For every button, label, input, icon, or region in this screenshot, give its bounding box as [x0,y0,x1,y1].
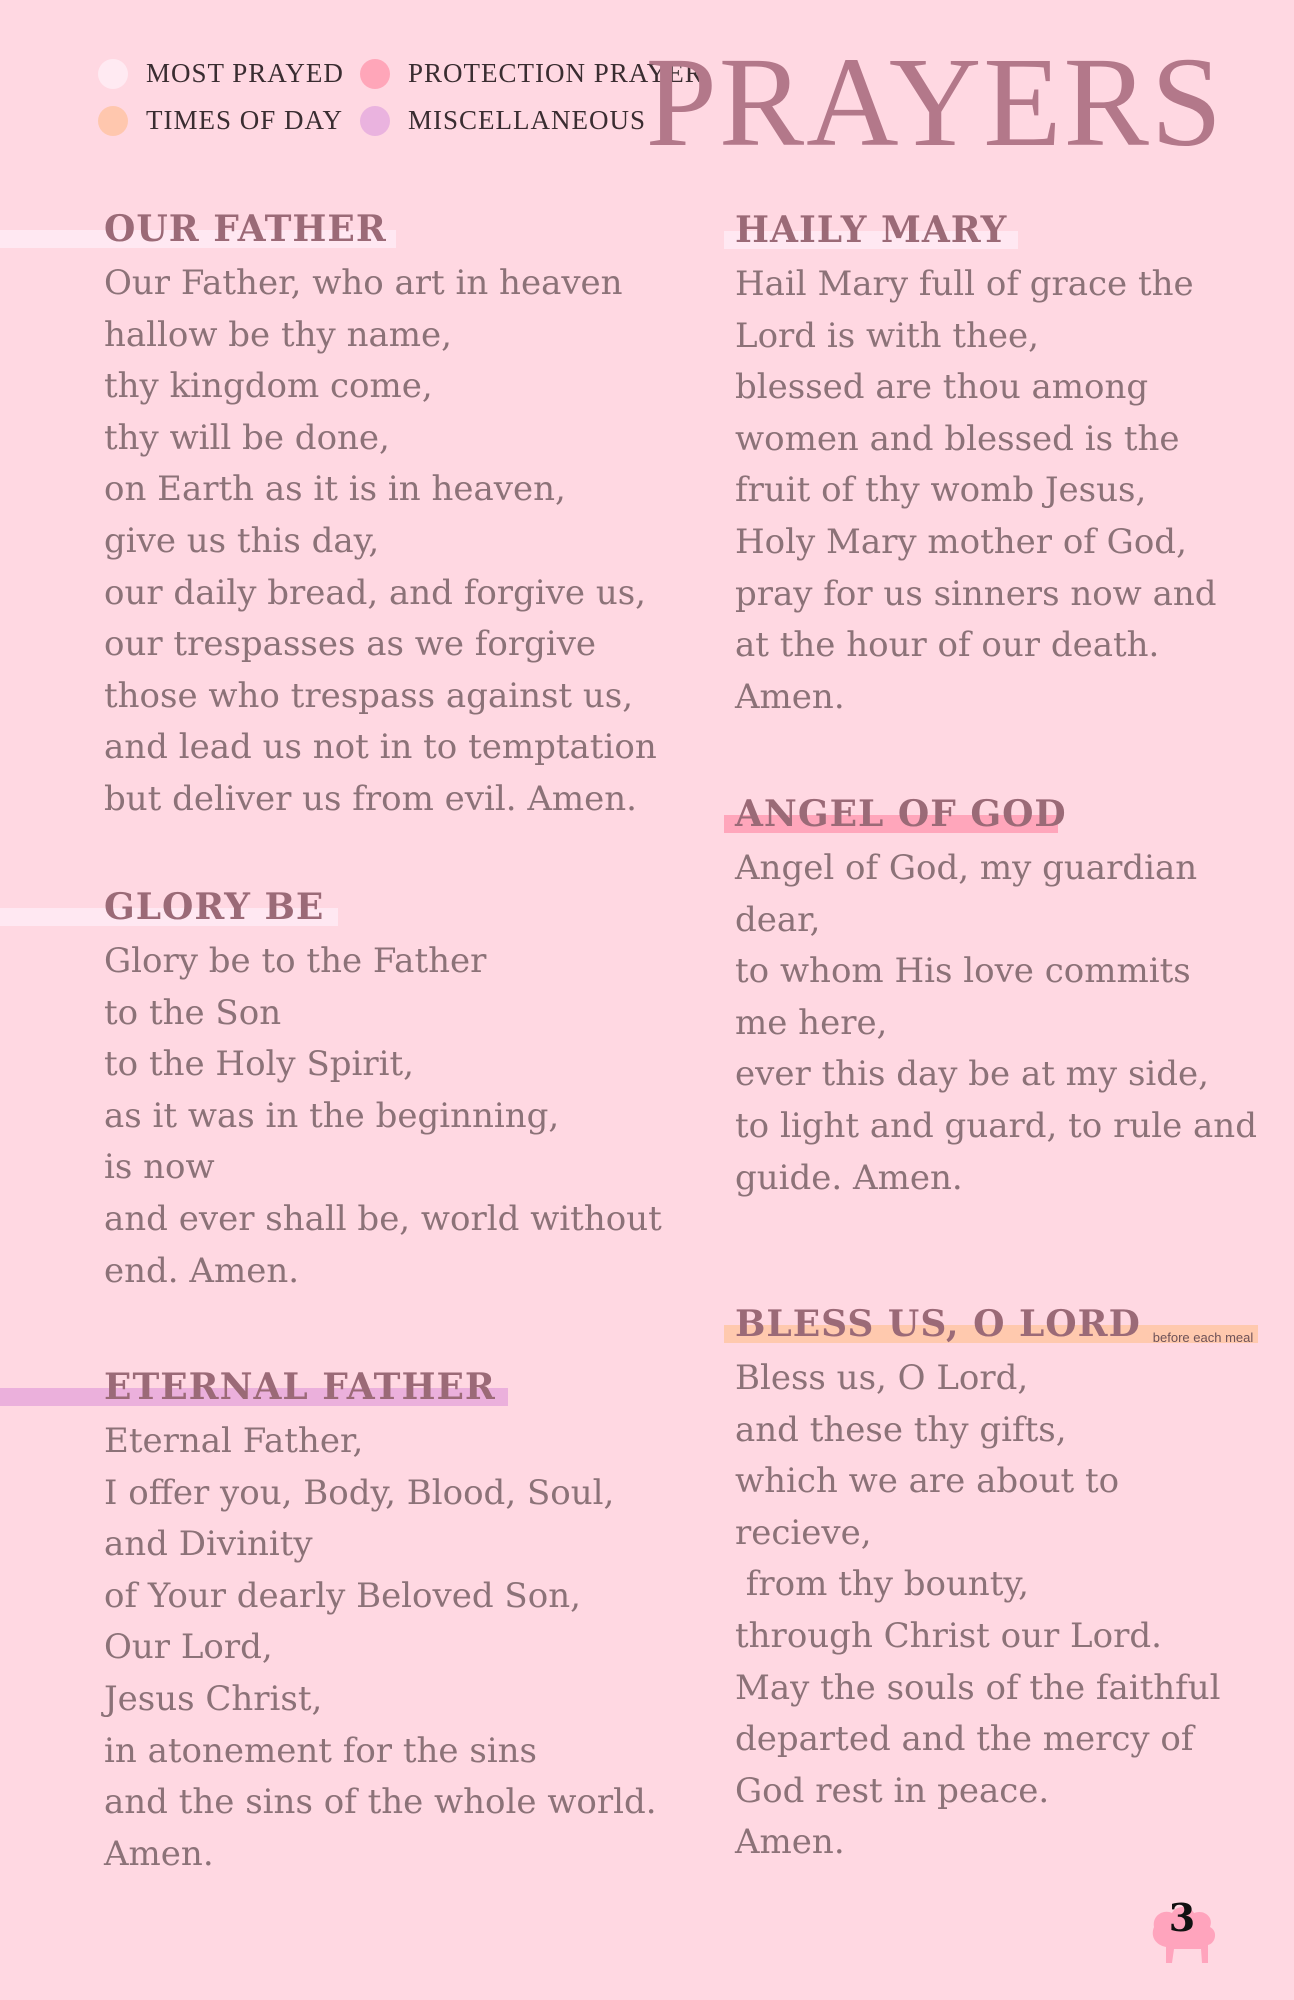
prayer-line: Bless us, O Lord, [735,1358,1029,1398]
prayer-line: those who trespass against us, [104,675,634,716]
heading-wrap [0,206,700,252]
prayer-text [724,843,1284,1204]
prayer-line: I offer you, Body, Blood, Soul, [104,1472,615,1513]
prayer-line: to the Holy Spirit, [104,1044,414,1085]
prayer-line: Angel of God, my guardian [735,848,1198,888]
page-number [1144,1893,1220,1969]
prayer-line: but deliver us from evil. Amen. [104,778,637,819]
prayer-title-text: BLESS US, O LORD [735,1303,1141,1345]
page-title: PRAYERS [645,31,1224,173]
prayer-line: women and blessed is the [735,418,1180,459]
prayer-line: our daily bread, and forgive us, [104,572,646,613]
prayer-line: and the sins of the whole world. [104,1782,657,1823]
prayer-line: fruit of thy womb Jesus, [735,470,1147,511]
prayer-line: pray for us sinners now and [735,573,1217,614]
prayer-bless-us [724,1301,1284,1869]
prayer-line: blessed are thou among [735,367,1149,408]
prayer-line: thy kingdom come, [104,366,433,407]
prayer-line: at the hour of our death. [735,625,1160,666]
prayer-line: as it was in the beginning, [104,1095,560,1136]
prayer-eternal-father [0,1364,700,1880]
prayer-line: end. Amen. [104,1250,300,1291]
prayer-line: and lead us not in to temptation [104,727,657,768]
legend-item-most-prayed [98,58,344,89]
prayer-haily-mary [724,207,1284,723]
prayer-line: dear, [735,899,821,940]
prayer-line: Hail Mary full of grace the [735,264,1194,304]
prayer-line: Amen. [104,1833,214,1874]
prayer-title [724,1301,1284,1361]
prayer-line: guide. Amen. [735,1157,963,1198]
prayer-title: OUR FATHER [104,208,387,250]
prayer-line: God rest in peace. [735,1770,1050,1811]
prayer-line: hallow be thy name, [104,314,452,355]
prayer-line: and ever shall be, world without [104,1198,662,1239]
legend-dot-protection-prayer [360,59,390,89]
legend-dot-miscellaneous [360,106,390,136]
prayer-line: our trespasses as we forgive [104,624,597,665]
meal-note: before each meal [1152,1330,1254,1345]
prayer-line: thy will be done, [104,417,390,458]
legend-dot-times-of-day [98,106,128,136]
legend-label: MISCELLANEOUS [408,105,647,135]
heading-wrap [0,884,700,930]
prayer-text [0,1416,700,1880]
prayer-line: Lord is with thee, [735,315,1039,356]
heading-wrap [724,1301,1284,1347]
heading-wrap [724,207,1284,253]
prayer-text [724,259,1284,723]
prayer-line: May the souls of the faithful [735,1667,1221,1708]
prayer-line: Holy Mary mother of God, [735,521,1187,562]
prayer-angel-of-god [724,791,1284,1204]
prayer-line: and Divinity [104,1524,313,1565]
prayer-line: recieve, [735,1512,872,1553]
prayer-line: in atonement for the sins [104,1730,538,1771]
prayer-title: HAILY MARY [735,209,1008,251]
prayer-text [0,936,700,1297]
prayer-line: Amen. [735,1822,845,1863]
legend-item-times-of-day [98,105,343,136]
prayer-line: Eternal Father, [104,1421,364,1461]
page-number-text: 3 [1168,1895,1196,1940]
prayer-line: Our Lord, [104,1627,273,1668]
prayer-line: which we are about to [735,1461,1120,1502]
prayer-text [0,258,700,826]
prayer-line: is now [104,1147,215,1188]
prayer-text [724,1353,1284,1869]
heading-wrap [0,1364,700,1410]
prayer-line: Jesus Christ, [104,1678,323,1719]
prayer-line: ever this day be at my side, [735,1054,1209,1095]
prayer-line: of Your dearly Beloved Son, [104,1575,581,1616]
legend-label: MOST PRAYED [146,58,344,88]
prayer-our-father [0,206,700,826]
prayer-line: Amen. [735,676,845,717]
prayer-line: through Christ our Lord. [735,1615,1162,1656]
legend-label: TIMES OF DAY [146,105,344,135]
prayer-title: ETERNAL FATHER [104,1366,496,1408]
prayer-line: Glory be to the Father [104,941,487,981]
prayer-line: to the Son [104,992,282,1033]
prayer-title: ANGEL OF GOD [735,793,1067,835]
prayer-line: from thy bounty, [735,1564,1029,1605]
legend-dot-most-prayed [98,59,128,89]
prayer-line: departed and the mercy of [735,1719,1194,1760]
prayer-line: to whom His love commits [735,951,1191,992]
prayer-line: me here, [735,1002,888,1043]
prayer-title: GLORY BE [104,886,325,928]
prayer-line: give us this day, [104,520,380,561]
legend-item-miscellaneous [360,105,646,136]
prayer-glory-be [0,884,700,1297]
prayer-line: and these thy gifts, [735,1409,1067,1450]
prayer-line: to light and guard, to rule and [735,1105,1257,1146]
heading-wrap [724,791,1284,837]
legend-label: PROTECTION PRAYER [408,58,704,88]
prayer-line: on Earth as it is in heaven, [104,469,566,510]
prayer-line: Our Father, who art in heaven [104,263,623,303]
